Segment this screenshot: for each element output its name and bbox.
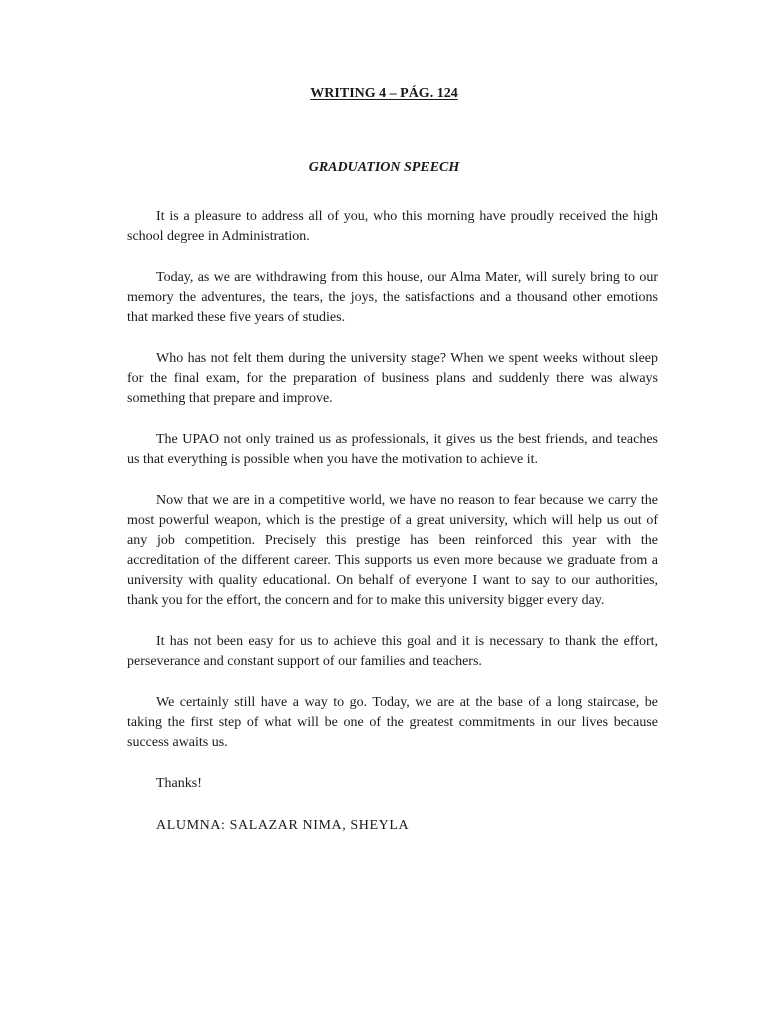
- paragraph-6: It has not been easy for us to achieve this goal and it is necessary to thank the effort, perseverance and constant support of our families and teachers.: [127, 634, 658, 669]
- paragraph-3: Who has not felt them during the university stage? When we spent weeks without sleep for the final exam, for the preparation of business plans and suddenly there was always something that prepare and improve.: [127, 351, 658, 406]
- paragraph-7: We certainly still have a way to go. Today, we are at the base of a long staircase, be taking the first step of what will be one of the greatest commitments in our lives because success awaits us.: [127, 695, 658, 750]
- closing-line: Thanks!: [156, 776, 202, 791]
- document-heading: WRITING 4 – PÁG. 124: [310, 86, 458, 101]
- paragraph-5: Now that we are in a competitive world, we have no reason to fear because we carry the most powerful weapon, which is the prestige of a great university, which will help us out of any job competition. Precisely this prestige has been reinforced this year with the accreditation of the different career. This supports us even more because we graduate from a university with quality educational. On behalf of everyone I want to say to our authorities, thank you for the effort, the concern and for to make this university bigger every day.: [127, 493, 658, 608]
- paragraph-1: It is a pleasure to address all of you, who this morning have proudly received the high school degree in Administration.: [127, 209, 658, 244]
- speech-body: [127, 207, 658, 836]
- signature-line: ALUMNA: SALAZAR NIMA, SHEYLA: [156, 818, 410, 833]
- speech-title: GRADUATION SPEECH: [308, 160, 460, 175]
- paragraph-2: Today, as we are withdrawing from this house, our Alma Mater, will surely bring to our memory the adventures, the tears, the joys, the satisfactions and a thousand other emotions that marked these five years of studies.: [127, 270, 658, 325]
- paragraph-4: The UPAO not only trained us as professionals, it gives us the best friends, and teaches us that everything is possible when you have the motivation to achieve it.: [127, 432, 658, 467]
